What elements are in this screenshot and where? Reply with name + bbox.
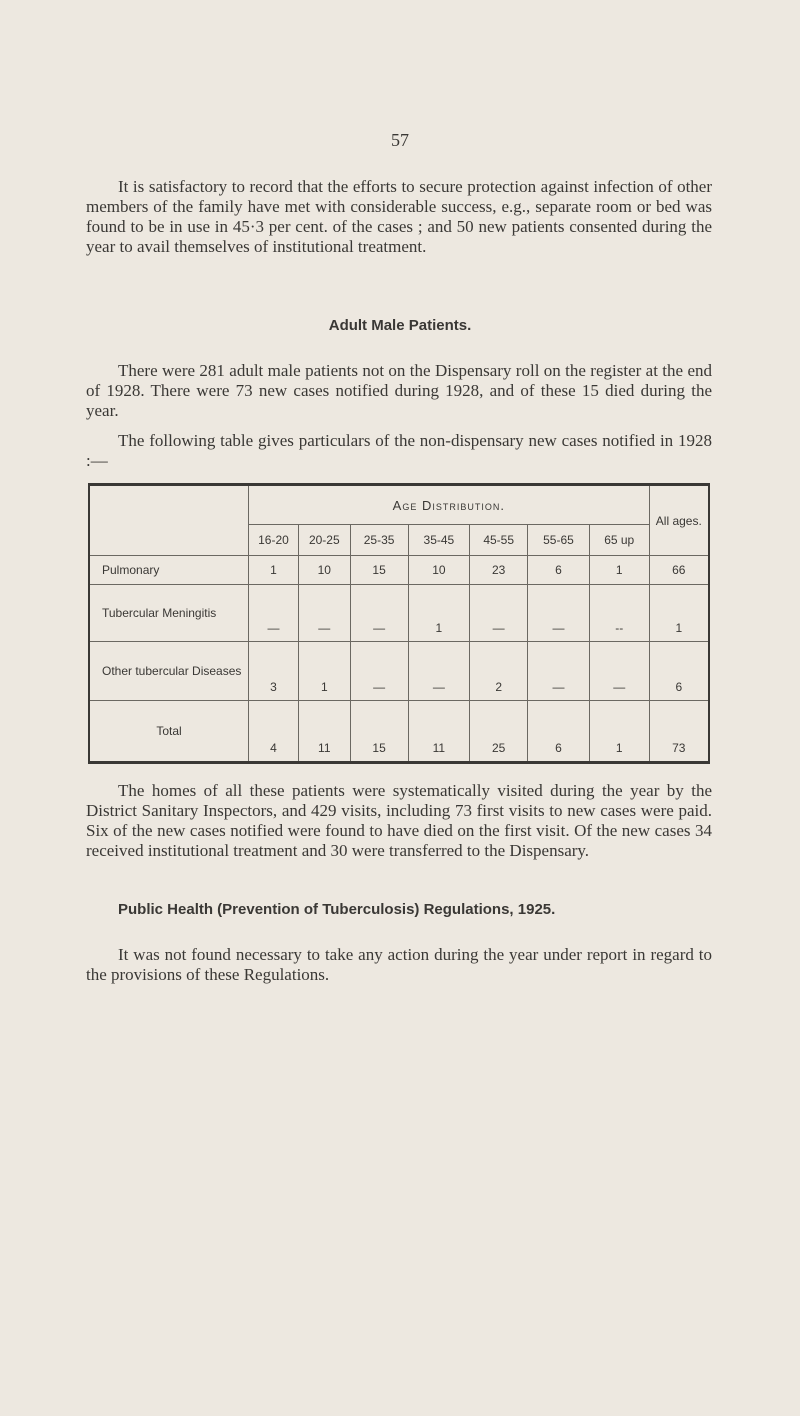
table-cell: 25 — [470, 701, 528, 763]
table-cell: — — [350, 642, 408, 701]
paragraph-table-intro: The following table gives particulars of the non-dispensary new cases notified in 1928 :— — [86, 431, 712, 470]
table-cell: -- — [589, 585, 649, 642]
table-cell: — — [528, 642, 590, 701]
page-number: 57 — [391, 130, 409, 150]
table-cell: 1 — [589, 556, 649, 585]
table-cell: — — [298, 585, 350, 642]
age-distribution-table-wrap — [88, 483, 710, 764]
row-total: 73 — [649, 701, 709, 763]
table-cell: 15 — [350, 701, 408, 763]
table-cell: — — [470, 585, 528, 642]
table-cell: 10 — [298, 556, 350, 585]
paragraph-protection: It is satisfactory to record that the efforts to secure protection against infection of other members of the family have met with considerable success, e.g., separate room or bed was found to be in use in 45·3 per cent. of the cases ; and 50 new patients consented during the year to avail themselves of institutional treatment. — [86, 177, 712, 256]
paragraph-regulations: It was not found necessary to take any action during the year under report in regard to the provisions of these Regulations. — [86, 945, 712, 984]
row-label: Other tubercular Diseases — [89, 642, 249, 701]
column-header: 65 up — [589, 525, 649, 556]
column-header: 20-25 — [298, 525, 350, 556]
column-header: 45-55 — [470, 525, 528, 556]
table-row-tubercular-meningitis — [89, 585, 709, 642]
table-cell: — — [589, 642, 649, 701]
table-cell: 4 — [249, 701, 299, 763]
table-cell: — — [408, 642, 470, 701]
table-cell: 2 — [470, 642, 528, 701]
table-cell: 11 — [408, 701, 470, 763]
table-row-other-tubercular — [89, 642, 709, 701]
table-row-pulmonary — [89, 556, 709, 585]
column-header: 55-65 — [528, 525, 590, 556]
row-label: Pulmonary — [89, 556, 249, 585]
paragraph-home-visits: The homes of all these patients were systematically visited during the year by the District Sanitary Inspectors, and 429 visits, including 73 first visits to new cases were paid. Six of the new cases notified were found to have died on the first visit. Of the new cases 34 received institutional treatment and 30 were transferred to the Dispensary. — [86, 781, 712, 860]
all-ages-header: All ages. — [649, 485, 709, 556]
table-cell: 11 — [298, 701, 350, 763]
heading-adult-male-patients: Adult Male Patients. — [328, 317, 472, 334]
row-total: 6 — [649, 642, 709, 701]
table-cell: 6 — [528, 556, 590, 585]
row-label: Total — [89, 701, 249, 763]
table-corner-cell — [89, 485, 249, 556]
age-distribution-table — [88, 483, 710, 764]
table-cell: 3 — [249, 642, 299, 701]
table-cell: — — [350, 585, 408, 642]
row-label: Tubercular Meningitis — [89, 585, 249, 642]
table-cell: 6 — [528, 701, 590, 763]
row-total: 66 — [649, 556, 709, 585]
table-cell: 1 — [249, 556, 299, 585]
column-header: 16-20 — [249, 525, 299, 556]
column-header: 35-45 — [408, 525, 470, 556]
heading-regulations: Public Health (Prevention of Tuberculosis) Regulations, 1925. — [118, 901, 556, 918]
paragraph-adult-male-summary: There were 281 adult male patients not on the Dispensary roll on the register at the end of 1928. There were 73 new cases notified during 1928, and of these 15 died during the year. — [86, 361, 712, 420]
column-header: 25-35 — [350, 525, 408, 556]
table-cell: 1 — [298, 642, 350, 701]
table-cell: — — [528, 585, 590, 642]
table-cell: 15 — [350, 556, 408, 585]
row-total: 1 — [649, 585, 709, 642]
table-cell: 1 — [589, 701, 649, 763]
table-cell: — — [249, 585, 299, 642]
table-cell: 10 — [408, 556, 470, 585]
table-cell: 1 — [408, 585, 470, 642]
age-distribution-header: Age Distribution. — [249, 485, 650, 525]
table-row-total — [89, 701, 709, 763]
table-cell: 23 — [470, 556, 528, 585]
